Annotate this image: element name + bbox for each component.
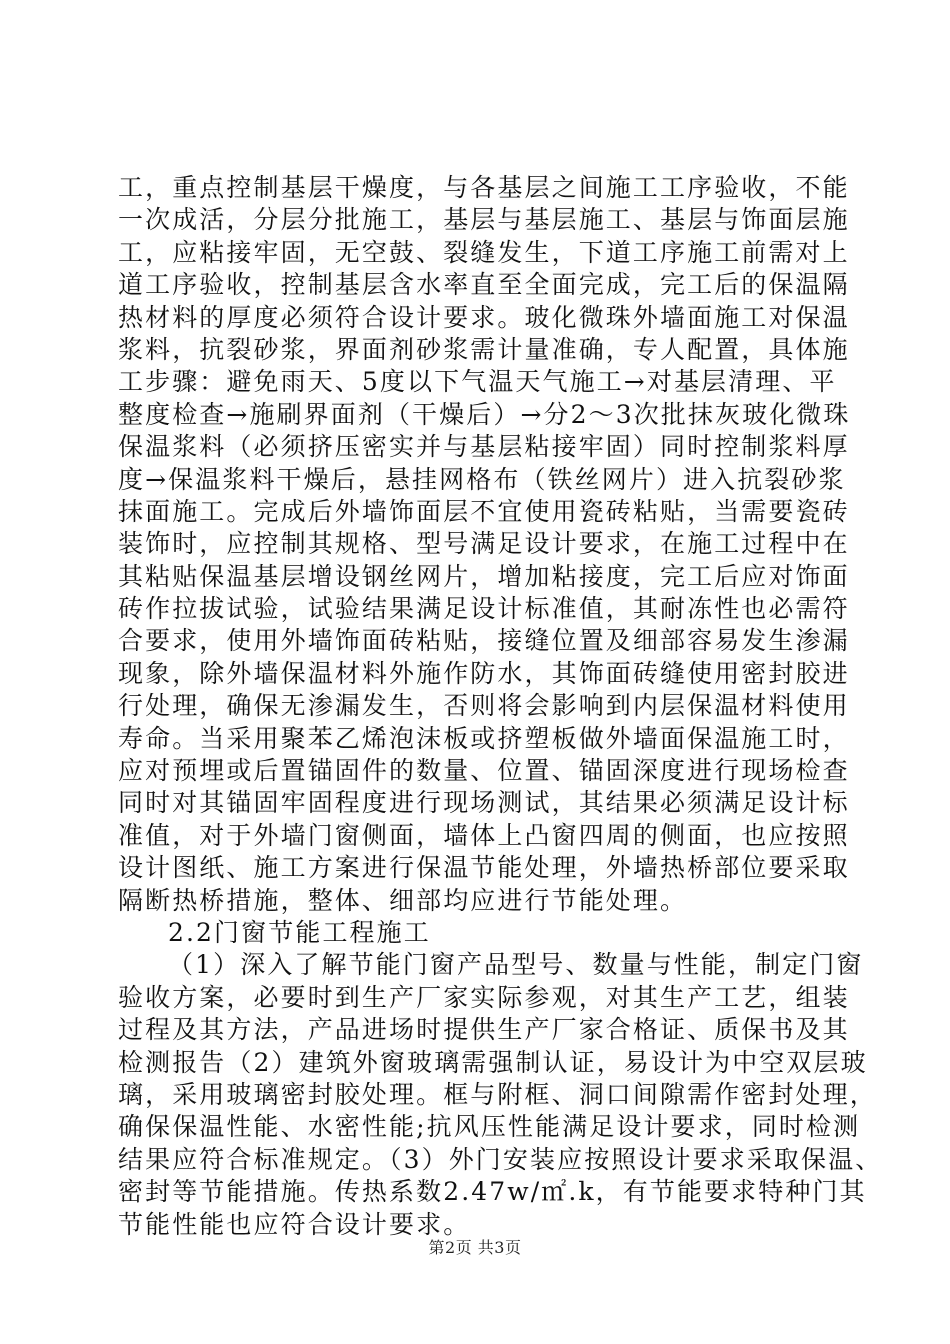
paragraph-line: 寿命。当采用聚苯乙烯泡沫板或挤塑板做外墙面保温施工时， (118, 723, 850, 753)
paragraph-line: 整度检查→施刷界面剂（干燥后）→分2～3次批抹灰玻化微珠 (118, 399, 851, 429)
paragraph-line: 工步骤：避免雨天、5度以下气温天气施工→对基层清理、平 (118, 367, 837, 397)
paragraph-line: 现象，除外墙保温材料外施作防水，其饰面砖缝使用密封胶进 (118, 658, 850, 688)
paragraph-line: 砖作拉拔试验，试验结果满足设计标准值，其耐冻性也必需符 (118, 594, 850, 624)
paragraph-line: 浆料，抗裂砂浆，界面剂砂浆需计量准确，专人配置，具体施 (118, 334, 850, 364)
section-heading: 2.2门窗节能工程施工 (168, 917, 431, 947)
paragraph-line: 过程及其方法，产品进场时提供生产厂家合格证、质保书及其 (118, 1015, 850, 1045)
paragraph-line: 璃，采用玻璃密封胶处理。框与附框、洞口间隙需作密封处理， (118, 1079, 877, 1109)
paragraph-line: 其粘贴保温基层增设钢丝网片，增加粘接度，完工后应对饰面 (118, 561, 850, 591)
paragraph-line: 验收方案，必要时到生产厂家实际参观，对其生产工艺，组装 (118, 982, 850, 1012)
paragraph-line: 节能性能也应符合设计要求。 (118, 1209, 471, 1239)
paragraph-line: 隔断热桥措施，整体、细部均应进行节能处理。 (118, 885, 688, 915)
paragraph-line: 工，重点控制基层干燥度，与各基层之间施工工序验收，不能 (118, 173, 850, 202)
paragraph-line: 行处理，确保无渗漏发生，否则将会影响到内层保温材料使用 (118, 691, 850, 721)
paragraph-line: 密封等节能措施。传热系数2.47w/㎡.k，有节能要求特种门其 (118, 1177, 867, 1207)
paragraph-line: 热材料的厚度必须符合设计要求。玻化微珠外墙面施工对保温 (118, 302, 850, 332)
paragraph-line: 准值，对于外墙门窗侧面，墙体上凸窗四周的侧面，也应按照 (118, 820, 850, 850)
paragraph-line: 装饰时，应控制其规格、型号满足设计要求，在施工过程中在 (118, 529, 850, 559)
body-text (118, 172, 883, 1241)
paragraph-line: 保温浆料（必须挤压密实并与基层粘接牢固）同时控制浆料厚 (118, 432, 850, 462)
paragraph-line: （1）深入了解节能门窗产品型号、数量与性能，制定门窗 (168, 950, 864, 980)
paragraph-line: 度→保温浆料干燥后，悬挂网格布（铁丝网片）进入抗裂砂浆 (118, 464, 846, 494)
page-number-footer: 第2页 共3页 (428, 1238, 522, 1257)
paragraph-line: 合要求，使用外墙饰面砖粘贴，接缝位置及细部容易发生渗漏 (118, 626, 850, 656)
paragraph-line: 应对预埋或后置锚固件的数量、位置、锚固深度进行现场检查 (118, 756, 850, 786)
paragraph-line: 检测报告（2）建筑外窗玻璃需强制认证，易设计为中空双层玻 (118, 1047, 868, 1077)
paragraph-line: 设计图纸、施工方案进行保温节能处理，外墙热桥部位要采取 (118, 853, 850, 883)
paragraph-line: 抹面施工。完成后外墙饰面层不宜使用瓷砖粘贴，当需要瓷砖 (118, 496, 850, 526)
paragraph-line: 同时对其锚固牢固程度进行现场测试，其结果必须满足设计标 (118, 788, 850, 818)
paragraph-line: 确保保温性能、水密性能;抗风压性能满足设计要求，同时检测 (118, 1112, 861, 1142)
paragraph-line: 结果应符合标准规定。（3）外门安装应按照设计要求采取保温、 (118, 1144, 883, 1174)
paragraph-line: 道工序验收，控制基层含水率直至全面完成，完工后的保温隔 (118, 270, 850, 300)
paragraph-line: 一次成活，分层分批施工，基层与基层施工、基层与饰面层施 (118, 205, 850, 235)
paragraph-line: 工，应粘接牢固，无空鼓、裂缝发生，下道工序施工前需对上 (118, 237, 850, 267)
